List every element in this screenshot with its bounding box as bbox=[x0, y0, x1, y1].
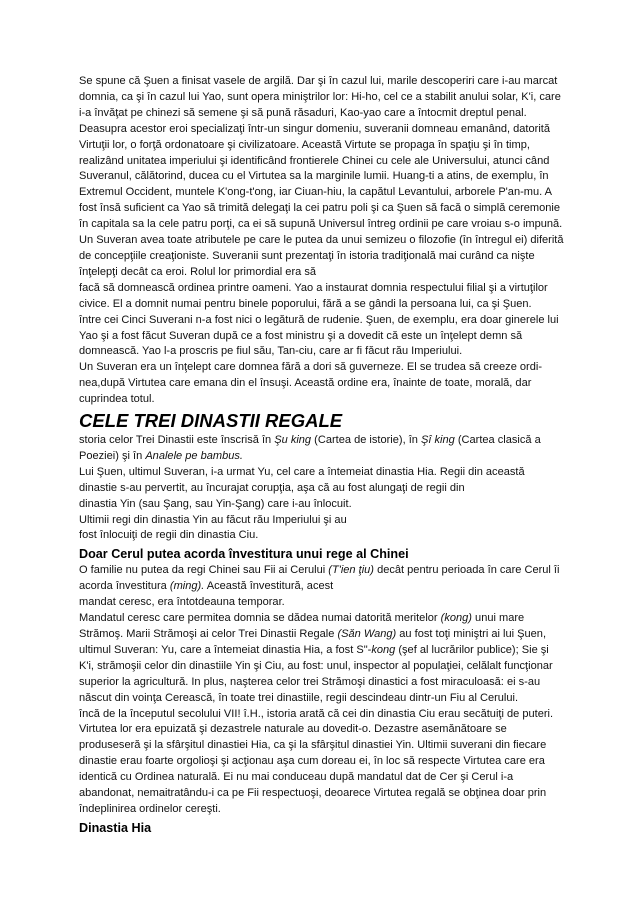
intro-paragraph-6: Un Suveran era un înţelept care domnea fără a dori să guverneze. El se trudea să creeze ordi-nea,după Virtutea care emana din el însuşi. Această ordine era, înainte de toate, morală, dar cuprindea totul. bbox=[79, 361, 543, 406]
sources-text-1: storia celor Trei Dinastii este înscrisă în bbox=[79, 434, 275, 447]
merit-text-3: au fost toţi miniştri ai lui Şuen, ultimul Suveran: Yu, care a întemeiat dinastia Hia, a fost S"- bbox=[79, 628, 547, 656]
term-san-wang: (Săn Wang) bbox=[337, 628, 397, 640]
dynasty-paragraph-3: Ultimii regi din dinastia Yin au făcut rău Imperiului şi au bbox=[79, 513, 347, 526]
book-title-su-king: Şu king bbox=[274, 434, 312, 447]
mandate-paragraph-1 bbox=[79, 563, 565, 595]
sources-paragraph bbox=[79, 433, 565, 465]
mandate-paragraph-3 bbox=[79, 611, 565, 706]
merit-text-4: (şef al lucrărilor publice); Sie şi K'i, strămoşii celor din dinastiile Yin şi Ciu, au fost: unul, inspector al populaţiei, celălalt funcţionar superior la agricultură. In plus, naşterea celor trei Strămoşi dinastici a fost miraculoasă: ei s-au născut din voinţa Cerească, în toate trei dinastiile, regii descindeau dintr-un Fiu al Cerului. bbox=[79, 643, 553, 704]
intro-paragraph-5: între cei Cinci Suverani n-a fost nici o legătură de rudenie. Şuen, de exemplu, era doar ginerele lui Yao şi a fost făcut Suveran după ce a fost ministru şi a dovedit că este un înţelept demn să domnească. Yao l-a proscris pe fiul său, Tan-ciu, care ar fi făcut rău Imperiului. bbox=[79, 313, 559, 358]
dynasty-paragraph-1: Lui Şuen, ultimul Suveran, i-a urmat Yu, cel care a întemeiat dinastia Hia. Regii din această dinastie s-au pervertit, au încurajat corupţia, aşa că au fost alungaţi de regii din bbox=[79, 465, 525, 494]
term-tien-tiu: (T'ien ţiu) bbox=[328, 564, 374, 577]
dynasty-paragraph-4: fost înlocuiţi de regii din dinastia Ciu. bbox=[79, 529, 259, 542]
intro-paragraph-3: Un Suveran avea toate atributele pe care le putea da unui semizeu o filozofie (în întregul ei) diferită de concepţiile creaţioniste. Suveranii sunt prezentaţi în istoria tradiţională mai curând ca nişte înţelepţi decât ca eroi. Rolul lor primordial era să bbox=[79, 234, 564, 278]
term-kong: (kong) bbox=[440, 612, 472, 625]
document-page bbox=[79, 74, 565, 837]
intro-paragraph-4: facă să domnească ordinea printre oameni. Yao a instaurat domnia respectului filial şi a virtuţilor civice. El a domnit numai pentru binele poporului, fără a se gândi la persoana lui, ca şi Şuen. bbox=[79, 281, 548, 310]
section-heading-hia-dynasty: Dinastia Hia bbox=[79, 820, 152, 835]
book-title-si-king: Şî king bbox=[421, 434, 455, 447]
dynasty-paragraph-2: dinastia Yin (sau Şang, sau Yin-Şang) care i-au înlocuit. bbox=[79, 497, 352, 510]
sources-text-2: (Cartea de istorie), în bbox=[311, 434, 421, 447]
merit-text-2: unui mare Strămoş. Marii Strămoşi ai celor Trei Dinastii Regale bbox=[79, 612, 525, 640]
term-ming: (ming). bbox=[169, 580, 205, 593]
sources-text-3: (Cartea clasică a Poeziei) şi în bbox=[79, 434, 541, 462]
section-heading-heaven-investiture: Doar Cerul putea acorda învestitura unui rege al Chinei bbox=[79, 547, 409, 562]
merit-text-1: Mandatul ceresc care permitea domnia se dădea numai datorită meritelor bbox=[79, 612, 441, 625]
mandate-paragraph-2: mandat ceresc, era întotdeauna temporar. bbox=[79, 596, 285, 609]
intro-paragraph-2: Deasupra acestor eroi specializaţi într-un singur domeniu, suveranii domneau emanând, datorită Virtuţii lor, o forţă ordonatoare şi civilizatoare. Această Virtute se propaga în spaţiu şi în timp, realizând unitatea imperiului şi identificând frontierele Chinei cu cele ale Universului, atunci când Suveranul, călătorind, ducea cu el Virtutea sa la marginile lumii. Huang-ti a atins, de exemplu, în Extremul Occident, muntele K'ong-t'ong, iar Ciuan-hiu, la capătul Levantului, arborele P'an-mu. A fost însă suficient ca Yao să trimită delegaţi la cei patru poli şi ca Şuen să facă o simplă ceremonie în capitala sa la cele patru porţi, ca ei să supună Universul întreg ordinii pe care vroiau s-o impună. bbox=[79, 122, 563, 231]
book-title-annals: Analele pe bambus. bbox=[145, 449, 243, 462]
term-kong-2: kong bbox=[371, 643, 396, 656]
mandate-text-1: O familie nu putea da regi Chinei sau Fii ai Cerului bbox=[79, 564, 329, 577]
mandate-text-2: decât pentru perioada în care Cerul îi acorda învestitura bbox=[79, 564, 560, 593]
section-heading-three-dynasties: CELE TREI DINASTII REGALE bbox=[79, 410, 343, 432]
intro-paragraph-1: Se spune că Şuen a finisat vasele de argilă. Dar şi în cazul lui, marile descoperiri care i-au marcat domnia, ca şi în cazul lui Yao, sunt opera miniştrilor lor: Hi-ho, cel ce a stabilit anului solar, K'i, care i-a învăţat pe chinezi să semene şi să pună răsaduri, Kao-yao care a întocmit dreptul penal. bbox=[79, 75, 561, 119]
mandate-paragraph-4: încă de la începutul secolului VII! î.H., istoria arată că cei din dinastia Ciu erau secătuiţi de puteri. Virtutea lor era epuizată şi dezastrele naturale au dovedit-o. Dezastre asemănătoare se produseseră şi la sfârşitul dinastiei Hia, ca şi la sfârşitul dinastiei Yin. Ultimii suverani din fiecare dinastie erau foarte orgolioşi şi acţionau aşa cum doreau ei, în loc să respecte Virtutea care era identică cu Ordinea naturală. Ei nu mai conduceau după mandatul dat de Cer şi Cerul i-a abandonat, nemaitratându-i ca pe Fii respectuoşi, deoarece Virtutea regală se obţinea doar prin îndeplinirea ordinelor cereşti. bbox=[79, 707, 554, 815]
mandate-text-3: Această învestitură, acest bbox=[204, 580, 334, 593]
